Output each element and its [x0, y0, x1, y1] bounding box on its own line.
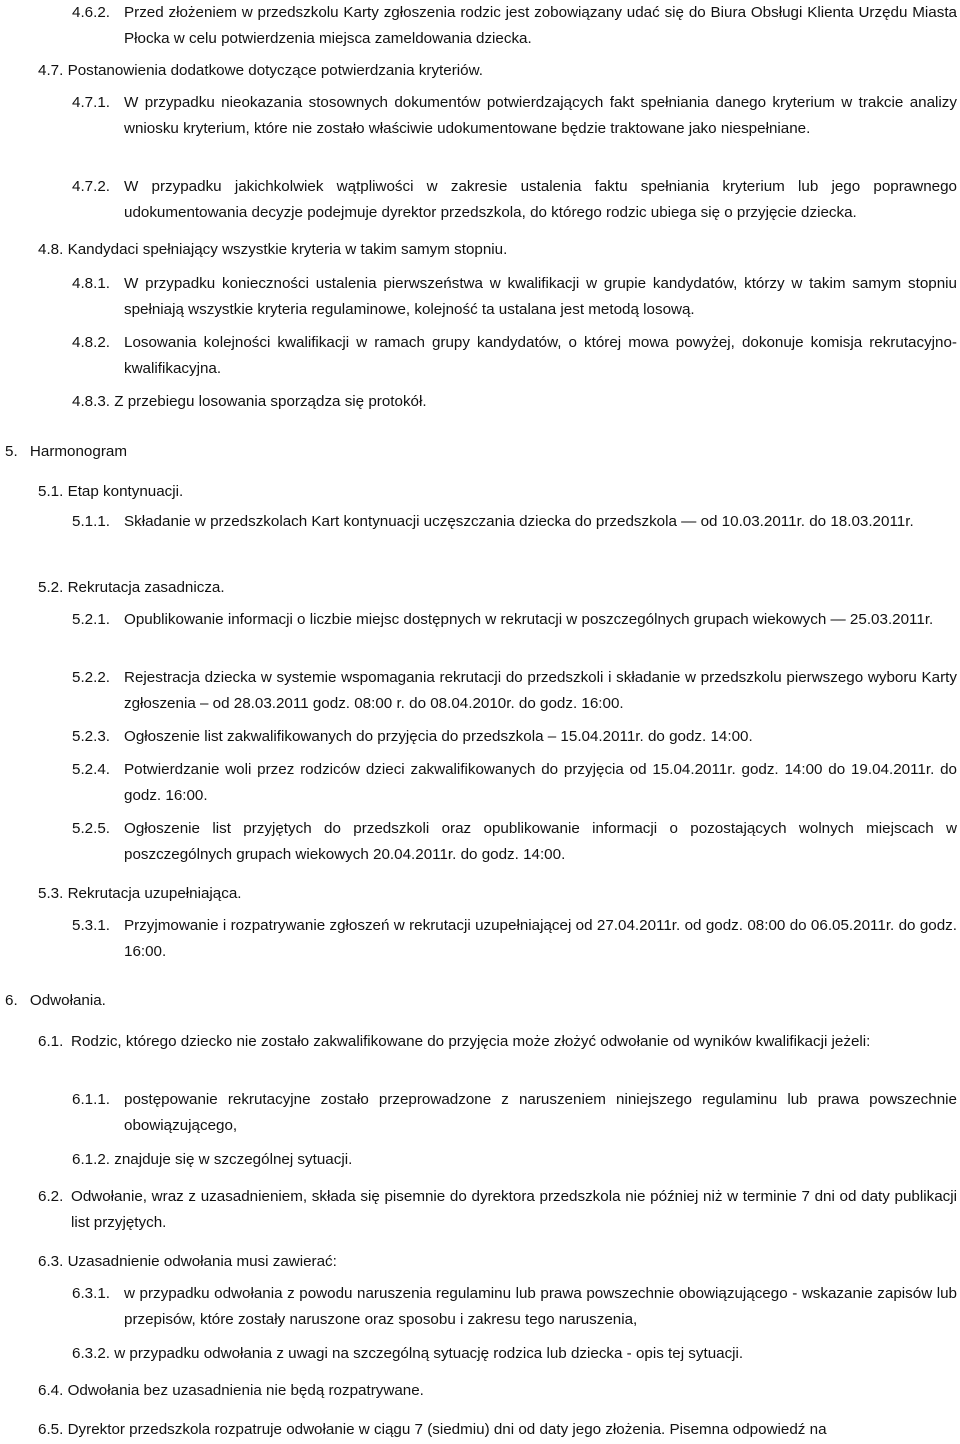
clause-number: 6.3.1. — [72, 1285, 110, 1302]
clause-text: W przypadku nieokazania stosownych dokumentów potwierdzających fakt spełniania danego kryterium w trakcie analizy wniosku kryterium, które nie zostało właściwie udokumentowane będzie traktowane jako niespełniane. — [124, 94, 957, 137]
clause-number: 6.5. — [38, 1421, 64, 1438]
clause-number: 4.8.2. — [72, 334, 110, 351]
clause-number: 5.2.5. — [72, 820, 110, 837]
clause-6-1-2 — [72, 1147, 352, 1173]
clause-text: Postanowienia dodatkowe dotyczące potwierdzania kryteriów. — [67, 62, 483, 79]
clause-5-2-5 — [72, 816, 957, 868]
clause-6-5 — [38, 1417, 957, 1443]
clause-text: Odwołanie, wraz z uzasadnieniem, składa się pisemnie do dyrektora przedszkola nie później niż w terminie 7 dni od daty publikacji list przyjętych. — [71, 1188, 957, 1231]
section-5-1-heading — [38, 479, 183, 505]
clause-number: 6.3. — [38, 1253, 64, 1270]
clause-text: Rekrutacja uzupełniająca. — [67, 885, 242, 902]
clause-text: Odwołania bez uzasadnienia nie będą rozpatrywane. — [67, 1382, 424, 1399]
section-4-8-heading — [38, 237, 507, 263]
clause-number: 4.7. — [38, 62, 64, 79]
clause-number: 6.1.2. — [72, 1151, 110, 1168]
clause-number: 4.8.1. — [72, 275, 110, 292]
clause-5-1-1 — [72, 509, 957, 535]
clause-6-1 — [38, 1029, 957, 1055]
clause-5-2-4 — [72, 757, 957, 809]
clause-number: 4.7.2. — [72, 178, 110, 195]
clause-number: 4.8.3. — [72, 393, 110, 410]
clause-number: 5.2.2. — [72, 669, 110, 686]
clause-6-2 — [38, 1184, 957, 1236]
clause-4-6-2 — [72, 0, 957, 52]
section-5-2-heading — [38, 575, 225, 601]
clause-4-8-2 — [72, 330, 957, 382]
clause-text: Odwołania. — [29, 992, 106, 1009]
clause-4-8-3 — [72, 389, 427, 415]
clause-number: 4.7.1. — [72, 94, 110, 111]
clause-number: 5.2.4. — [72, 761, 110, 778]
clause-number: 5.2.3. — [72, 728, 110, 745]
clause-text: Potwierdzanie woli przez rodziców dzieci zakwalifikowanych do przyjęcia od 15.04.2011r. godz. 14:00 do 19.04.2011r. do godz. 16:00. — [124, 761, 957, 804]
clause-text: w przypadku odwołania z powodu naruszenia regulaminu lub prawa powszechnie obowiązującego - wskazanie zapisów lub przepisów, które zostały naruszone oraz sposobu i zakresu tego naruszenia, — [124, 1285, 957, 1328]
clause-6-3-2 — [72, 1341, 743, 1367]
clause-text: Uzasadnienie odwołania musi zawierać: — [67, 1253, 337, 1270]
clause-text: Losowania kolejności kwalifikacji w ramach grupy kandydatów, o której mowa powyżej, dokonuje komisja rekrutacyjno-kwalifikacyjna. — [124, 334, 957, 377]
section-6-heading — [5, 988, 106, 1014]
clause-6-4 — [38, 1378, 424, 1404]
clause-number: 6.1.1. — [72, 1091, 110, 1108]
clause-text: Rekrutacja zasadnicza. — [67, 579, 225, 596]
clause-number: 5.3. — [38, 885, 64, 902]
clause-4-8-1 — [72, 271, 957, 323]
clause-text: Harmonogram — [29, 443, 127, 460]
clause-number: 5.2. — [38, 579, 64, 596]
section-4-7-heading — [38, 58, 483, 84]
section-6-3-heading — [38, 1249, 337, 1275]
clause-text: Rejestracja dziecka w systemie wspomagania rekrutacji do przedszkoli i składanie w przedszkolu pierwszego wyboru Karty zgłoszenia – od 28.03.2011 godz. 08:00 r. do 08.04.2010r. do godz. 16:00. — [124, 669, 957, 712]
clause-number: 5.3.1. — [72, 917, 110, 934]
clause-text: W przypadku jakichkolwiek wątpliwości w zakresie ustalenia faktu spełniania kryterium lub jego poprawnego udokumentowania decyzje podejmuje dyrektor przedszkola, do którego rodzic ubiega się o przyjęcie dziecka. — [124, 178, 957, 221]
section-5-heading — [5, 439, 127, 465]
clause-number: 6.2. — [38, 1188, 64, 1205]
clause-number: 5.2.1. — [72, 611, 110, 628]
clause-text: Przyjmowanie i rozpatrywanie zgłoszeń w rekrutacji uzupełniającej od 27.04.2011r. od godz. 08:00 do 06.05.2011r. do godz. 16:00. — [124, 917, 957, 960]
clause-number: 5.1.1. — [72, 513, 110, 530]
clause-text: w przypadku odwołania z uwagi na szczególną sytuację rodzica lub dziecka - opis tej sytuacji. — [114, 1345, 744, 1362]
clause-text: Z przebiegu losowania sporządza się protokół. — [114, 393, 427, 410]
clause-number: 6.3.2. — [72, 1345, 110, 1362]
clause-text: znajduje się w szczególnej sytuacji. — [114, 1151, 353, 1168]
clause-text: Ogłoszenie list zakwalifikowanych do przyjęcia do przedszkola – 15.04.2011r. do godz. 14:00. — [124, 728, 753, 745]
clause-number: 4.6.2. — [72, 4, 110, 21]
clause-text: Etap kontynuacji. — [67, 483, 184, 500]
clause-text: Składanie w przedszkolach Kart kontynuacji uczęszczania dziecka do przedszkola — od 10.03.2011r. do 18.03.2011r. — [124, 513, 914, 530]
clause-text: postępowanie rekrutacyjne zostało przeprowadzone z naruszeniem niniejszego regulaminu lub prawa powszechnie obowiązującego, — [124, 1091, 957, 1134]
clause-5-3-1 — [72, 913, 957, 965]
clause-number: 4.8. — [38, 241, 64, 258]
clause-text: Ogłoszenie list przyjętych do przedszkoli oraz opublikowanie informacji o pozostających wolnych miejscach w poszczególnych grupach wiekowych 20.04.2011r. do godz. 14:00. — [124, 820, 957, 863]
clause-number: 5.1. — [38, 483, 64, 500]
clause-text: Dyrektor przedszkola rozpatruje odwołanie w ciągu 7 (siedmiu) dni od daty jego złożenia. Pisemna odpowiedź na — [67, 1421, 827, 1438]
clause-5-2-1 — [72, 607, 957, 633]
clause-4-7-2 — [72, 174, 957, 226]
clause-6-3-1 — [72, 1281, 957, 1333]
clause-5-2-2 — [72, 665, 957, 717]
clause-text: Przed złożeniem w przedszkolu Karty zgłoszenia rodzic jest zobowiązany udać się do Biura Obsługi Klienta Urzędu Miasta Płocka w celu potwierdzenia miejsca zameldowania dziecka. — [124, 4, 957, 47]
clause-number: 6.1. — [38, 1033, 64, 1050]
clause-text: W przypadku konieczności ustalenia pierwszeństwa w kwalifikacji w grupie kandydatów, którzy w takim samym stopniu spełniają wszystkie kryteria regulaminowe, kolejność ta ustalana jest metodą losową. — [124, 275, 957, 318]
clause-number: 5. — [5, 443, 18, 460]
clause-number: 6. — [5, 992, 18, 1009]
section-5-3-heading — [38, 881, 242, 907]
clause-text: Opublikowanie informacji o liczbie miejsc dostępnych w rekrutacji w poszczególnych grupach wiekowych — 25.03.2011r. — [124, 611, 934, 628]
clause-5-2-3 — [72, 724, 957, 750]
clause-text: Rodzic, którego dziecko nie zostało zakwalifikowane do przyjęcia może złożyć odwołanie od wyników kwalifikacji jeżeli: — [71, 1033, 871, 1050]
clause-4-7-1 — [72, 90, 957, 142]
clause-6-1-1 — [72, 1087, 957, 1139]
clause-text: Kandydaci spełniający wszystkie kryteria w takim samym stopniu. — [67, 241, 508, 258]
clause-number: 6.4. — [38, 1382, 64, 1399]
